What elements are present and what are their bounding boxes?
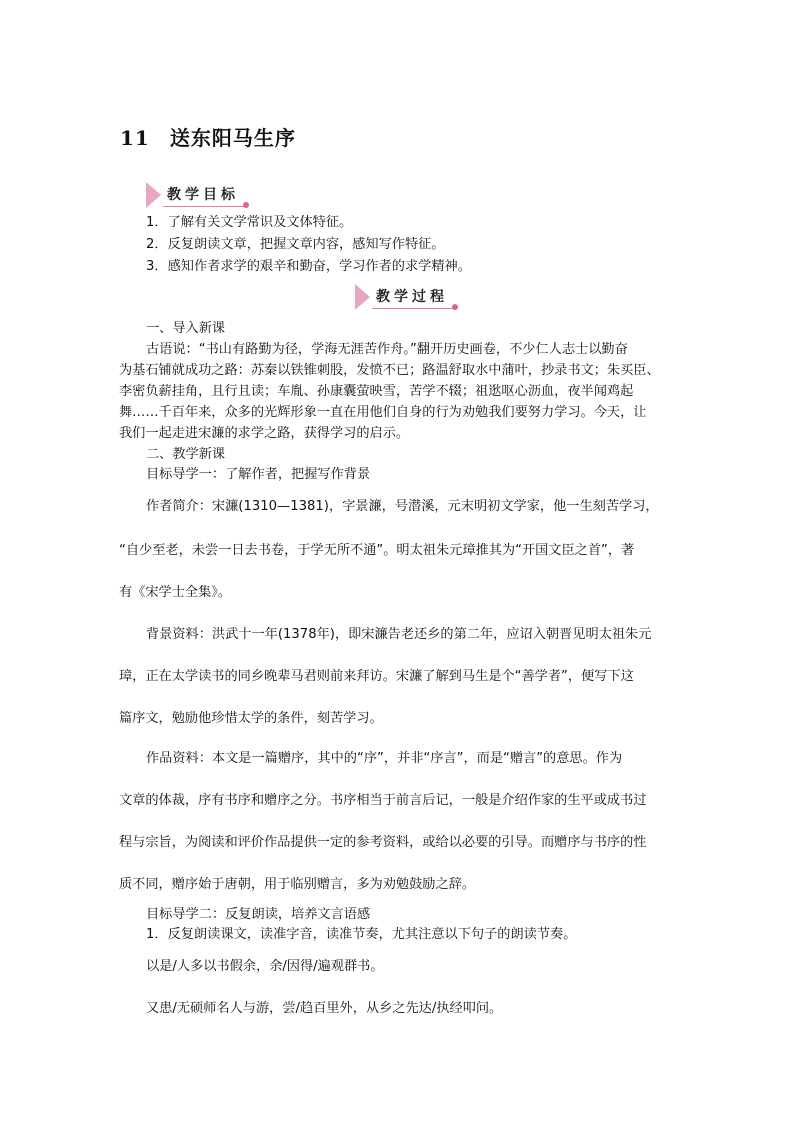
badge-dot-icon [452,304,458,310]
example-sentence: 又患/无硕师名人与游，尝/趋百里外，从乡之先达/执经叩问。 [146,1001,503,1016]
paragraph-line: 作者简介：宋濂(1310—1381)，字景濂，号潜溪，元末明初文学家，他一生刻苦学习， [146,499,659,514]
goal-item: 1．了解有关文学常识及文体特征。 [146,215,353,230]
paragraph-line: 舞……千百年来，众多的光辉形象一直在用他们自身的行为劝勉我们要努力学习。今天，让 [119,405,647,420]
example-sentence: 以是/人多以书假余，余/因得/遍观群书。 [146,959,384,974]
paragraph-line: 背景资料：洪武十一年(1378年)，即宋濂告老还乡的第二年，应诏入朝晋见明太祖朱元 [146,627,652,642]
paragraph-line: 文章的体裁，序有书序和赠序之分。书序相当于前言后记，一般是介绍作家的生平或成书过 [119,793,647,808]
lesson-number: 11 [120,126,150,150]
paragraph-line: 我们一起走进宋濂的求学之路，获得学习的启示。 [119,426,410,441]
goal-item: 2．反复朗读文章，把握文章内容，感知写作特征。 [146,237,445,252]
badge-dot-icon [243,202,249,208]
goal-item: 3．感知作者求学的艰辛和勤奋，学习作者的求学精神。 [146,259,471,274]
badge-label: 教学过程 [372,286,454,309]
goal-heading: 目标导学二：反复朗读，培养文言语感 [146,907,371,922]
lesson-title: 送东阳马生序 [169,126,296,150]
badge-triangle-icon [355,284,370,310]
badge-label: 教学目标 [163,184,245,207]
teaching-process-badge [355,284,458,310]
paragraph-line: 程与宗旨，为阅读和评价作品提供一定的参考资料，或给以必要的引导。而赠序与书序的性 [119,835,647,850]
paragraph-line: 有《宋学士全集》。 [119,585,232,600]
section-heading: 二、教学新课 [146,447,226,462]
page-title [120,122,296,151]
badge-triangle-icon [146,182,161,208]
paragraph-line: “自少至老，未尝一日去书卷，于学无所不通”。明太祖朱元璋推其为“开国文臣之首”，著 [119,543,635,558]
paragraph-line: 篇序文，勉励他珍惜太学的条件，刻苦学习。 [119,711,383,726]
section-heading: 一、导入新课 [146,321,226,336]
paragraph-line: 质不同，赠序始于唐朝，用于临别赠言，多为劝勉鼓励之辞。 [119,877,476,892]
paragraph-line: 璋，正在太学读书的同乡晚辈马君则前来拜访。宋濂了解到马生是个“善学者”，便写下这 [119,669,634,684]
paragraph-line: 古语说：“书山有路勤为径，学海无涯苦作舟。”翻开历史画卷，不少仁人志士以勤奋 [146,342,628,357]
paragraph-line: 为基石铺就成功之路：苏秦以铁锥刺股，发愤不已；路温舒取水中蒲叶，抄录书文；朱买臣、 [119,363,660,378]
paragraph-line: 1．反复朗读课文，读准字音，读准节奏，尤其注意以下句子的朗读节奏。 [146,927,577,942]
goal-heading: 目标导学一：了解作者，把握写作背景 [146,467,371,482]
paragraph-line: 李密负薪挂角，且行且读；车胤、孙康囊萤映雪，苦学不辍；祖逖呕心沥血，夜半闻鸡起 [119,384,634,399]
teaching-goals-badge [146,182,249,208]
paragraph-line: 作品资料：本文是一篇赠序，其中的“序”，并非“序言”，而是“赠言”的意思。作为 [146,751,623,766]
